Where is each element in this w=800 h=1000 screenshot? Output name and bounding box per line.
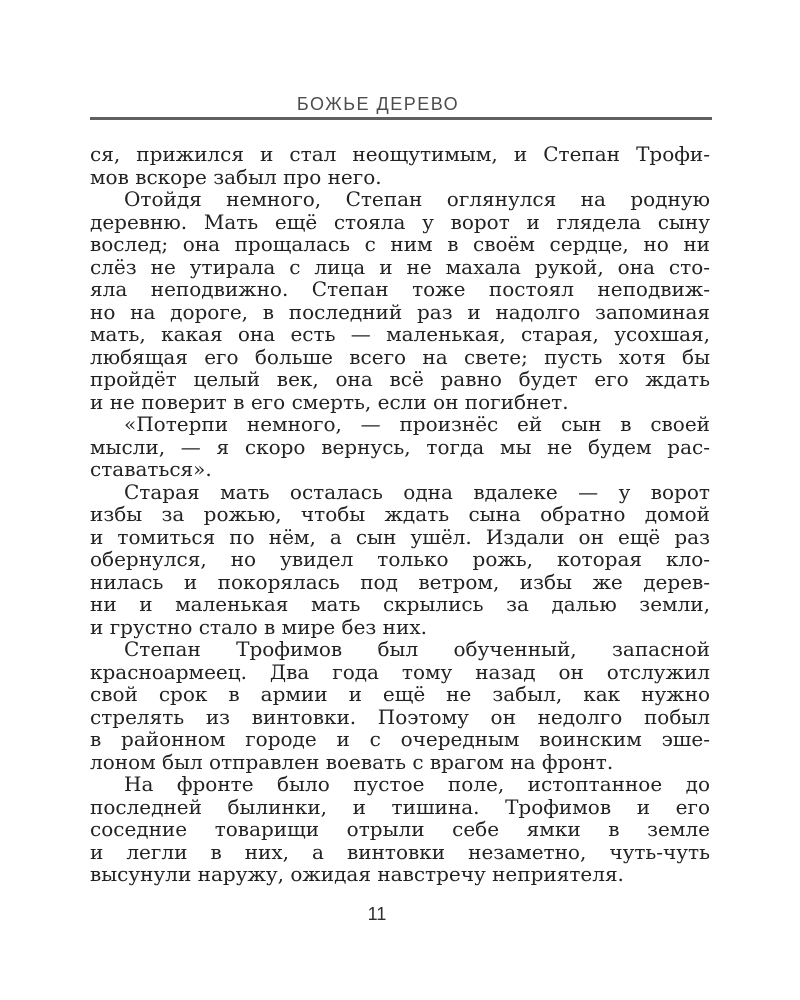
text-line: обернулся, но увидел только рожь, которая кло- — [90, 547, 710, 571]
paragraph — [90, 481, 710, 639]
text-line: мысли, — я скоро вернусь, тогда мы не будем рас- — [90, 434, 710, 459]
text-line: вослед; она прощалась с ним в своём сердце, но ни — [90, 232, 710, 256]
paragraph — [90, 143, 710, 188]
text-line: красноармеец. Два года тому назад он отслужил — [90, 659, 710, 684]
text-line: Отойдя немного, Степан оглянулся на родную — [124, 187, 710, 211]
text-line: мов вскоре забыл про него. — [90, 164, 382, 189]
paragraph — [90, 773, 710, 886]
paragraph — [90, 413, 710, 481]
text-line: слёз не утирала с лица и не махала рукой, она сто- — [90, 254, 710, 279]
text-line: пройдёт целый век, она всё равно будет его ждать — [90, 367, 710, 391]
text-line: и томиться по нём, а сын ушёл. Издали он ещё раз — [90, 524, 710, 549]
paragraph — [90, 638, 710, 773]
text-line: соседние товарищи отрыли себе ямки в земле — [90, 817, 710, 841]
page-number: 11 — [367, 904, 387, 924]
text-line: но на дороге, в последний раз и надолго запоминая — [90, 299, 710, 324]
text-line: последней былинки, и тишина. Трофимов и его — [90, 794, 710, 819]
text-line: высунули наружу, ожидая навстречу неприятеля. — [90, 862, 624, 886]
page-text — [90, 143, 710, 886]
text-line: избы за рожью, чтобы ждать сына обратно домой — [90, 502, 710, 526]
text-line: лоном был отправлен воевать с врагом на фронт. — [90, 749, 614, 774]
running-header: БОЖЬЕ ДЕРЕВО — [296, 94, 460, 114]
text-line: Старая мать осталась одна вдалеке — у ворот — [124, 479, 710, 504]
text-line: стрелять из винтовки. Поэтому он недолго побыл — [90, 704, 710, 729]
text-line: и легли в них, а винтовки незаметно, чуть-чуть — [90, 839, 710, 864]
text-line: ся, прижился и стал неощутимым, и Степан Трофи- — [90, 142, 710, 166]
text-line: нилась и покорялась под ветром, избы же дерев- — [90, 569, 710, 594]
text-line: деревню. Мать ещё стояла у ворот и глядела сыну — [90, 209, 710, 234]
text-line: ставаться». — [90, 457, 212, 481]
text-line: мать, какая она есть — маленькая, старая, усохшая, — [90, 322, 710, 346]
text-line: яла неподвижно. Степан тоже постоял неподвиж- — [90, 277, 710, 301]
text-line: свой срок в армии и ещё не забыл, как нужно — [90, 682, 710, 706]
text-line: На фронте было пустое поле, истоптанное до — [124, 772, 710, 796]
text-line: любящая его больше всего на свете; пусть хотя бы — [90, 344, 710, 369]
text-line: Степан Трофимов был обученный, запасной — [124, 637, 710, 661]
text-line: «Потерпи немного, — произнёс ей сын в своей — [124, 412, 710, 436]
text-line: ни и маленькая мать скрылись за далью земли, — [90, 592, 710, 616]
header-rule — [90, 117, 712, 120]
text-line: и не поверит в его смерть, если он погибнет. — [90, 389, 569, 414]
paragraph — [90, 188, 710, 413]
text-line: и грустно стало в мире без них. — [90, 614, 427, 639]
text-line: в районном городе и с очередным воинским эше- — [90, 727, 710, 751]
